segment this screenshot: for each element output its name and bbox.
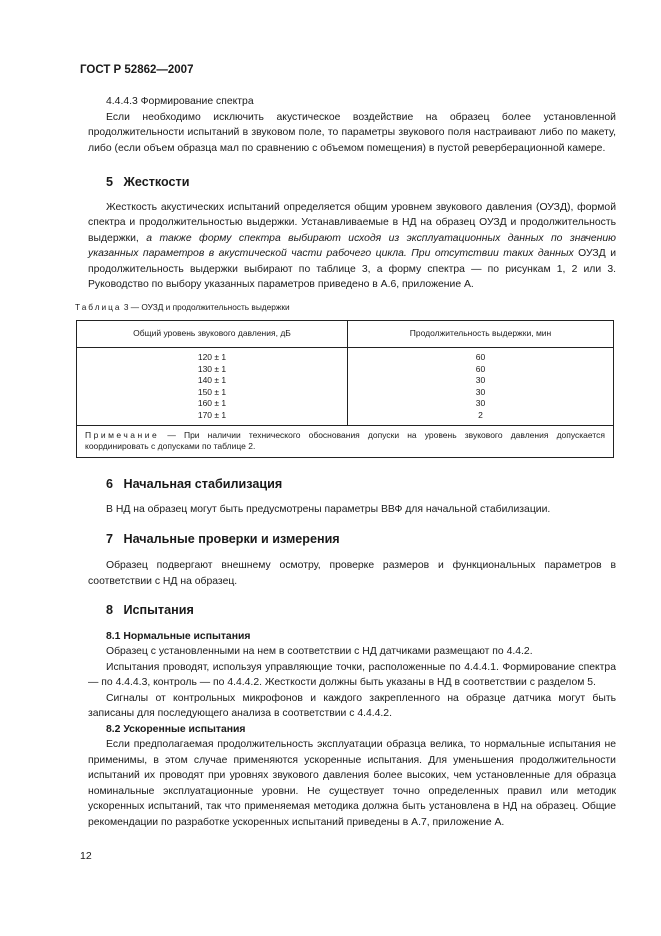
subsection-heading-81: 8.1 Нормальные испытания [106,630,251,642]
section-title: Начальные проверки и измерения [123,531,340,546]
data-table [76,320,614,458]
paragraph-81-2: Испытания проводят, используя управляющие точки, расположенные по 4.4.4.1. Формирование спектра — по 4.4.4.3, контроль — по 4.4.4.2. Жесткости должны быть указаны в НД в соответствии с разделом 5. [88,661,616,689]
table-caption-text: 3 — ОУЗД и продолжительность выдержки [121,301,290,312]
table-duration-value: 2 [478,409,483,420]
paragraph-5 [88,200,616,293]
table-level-value: 140 ± 1 [197,375,227,386]
table-caption-label: Таблица [75,301,122,312]
paragraph-5-part-c: ОУЗД и продолжительность выдержки выбирают по таблице 3, а форму спектра — по рисункам 1, 2 или 3. Руководство по выбору указанных параметров приведено в А.6, приложение А. [88,248,616,290]
table-note-row [77,425,614,457]
table-note-cell [77,425,614,457]
document-header: ГОСТ Р 52862—2007 [80,64,194,76]
page-number: 12 [80,850,92,862]
table-body-row [77,348,614,426]
subsection-heading-82: 8.2 Ускоренные испытания [106,723,246,735]
table-duration-value: 60 [475,363,486,374]
table-note [77,426,613,457]
section-heading-6 [106,477,616,493]
section-number: 7 [106,531,114,546]
durations-list [348,348,613,425]
table-level-value: 120 ± 1 [197,352,227,362]
table-caption [75,300,616,316]
section-number: 5 [106,175,114,189]
page-content [75,94,616,830]
table-level-value: 130 ± 1 [197,363,227,374]
section-title: Жесткости [123,175,190,189]
table-level-value: 150 ± 1 [197,386,227,397]
table-duration-value: 30 [475,386,486,397]
table-levels-cell [77,348,348,426]
levels-list [77,348,347,425]
section-number: 6 [106,476,114,491]
table-note-text: — При наличии технического обоснования допуски на уровень звукового давления допускается координировать с допусками по таблице 2. [85,429,605,452]
table-header-duration: Продолжительность выдержки, мин [348,321,614,348]
section-title: Начальная стабилизация [123,476,283,491]
table-durations-cell [348,348,614,426]
section-heading-7 [106,532,616,548]
paragraph-7: Образец подвергают внешнему осмотру, проверке размеров и функциональных параметров в соответствии с НД на образец. [88,560,616,587]
paragraph-5-part-a: Жесткость акустических испытаний определяется общим уровнем звукового давления (ОУЗД), формой спектра и продолжительностью выдержки. Устанавливаемые в НД на образец ОУЗД и продолжительность выдержки, [88,201,616,244]
table-duration-value: 30 [475,398,486,409]
table-level-value: 170 ± 1 [197,409,227,420]
table-duration-value: 60 [475,352,486,362]
section-title: Испытания [123,603,194,618]
subsection-heading-4443: 4.4.4.3 Формирование спектра [106,96,254,107]
paragraph-81-3: Сигналы от контрольных микрофонов и каждого закрепленного на образце датчика могут быть записаны для последующего анализа в соответствии с 4.4.4.2. [88,692,616,720]
table-header-level: Общий уровень звукового давления, дБ [77,321,348,348]
section-heading-8 [106,603,616,619]
section-heading-5 [106,175,616,191]
table-level-value: 160 ± 1 [197,398,227,409]
paragraph-82-1: Если предполагаемая продолжительность эксплуатации образца велика, то нормальные испытания не применимы, в этом случае применяются ускоренные испытания. Для уменьшения продолжительности испытаний их проводят при уровнях звукового давления более высоких, чем установленные для образца номинальные эксплуатационные уровни. Не существует точно определенных правил или методик ускоренных испытаний, так что применяемая методика должна быть установлена в НД на образец. Общие рекомендации по разработке ускоренных испытаний приведены в А.7, приложение А. [88,739,616,828]
paragraph-81-1: Образец с установленными на нем в соответствии с НД датчиками размещают по 4.4.2. [106,646,533,658]
table-header-row [77,321,614,348]
section-number: 8 [106,603,114,618]
table-duration-value: 30 [475,375,486,386]
paragraph-4443: Если необходимо исключить акустическое воздействие на образец более установленной продолжительности испытаний в звуковом поле, то параметры звукового поля настраивают либо по макету, либо (если объем образца мал по сравнению с объемом помещения) в пустой реверберационной камере. [88,111,616,154]
paragraph-6: В НД на образец могут быть предусмотрены параметры ВВФ для начальной стабилизации. [106,504,551,516]
table-note-label: Примечание [85,429,160,440]
paragraph-5-part-b: а также форму спектра выбирают исходя из эксплуатационных данных по значению указанных параметров в акустической части рабочего цикла. При отсутствии таких данных [88,232,616,259]
